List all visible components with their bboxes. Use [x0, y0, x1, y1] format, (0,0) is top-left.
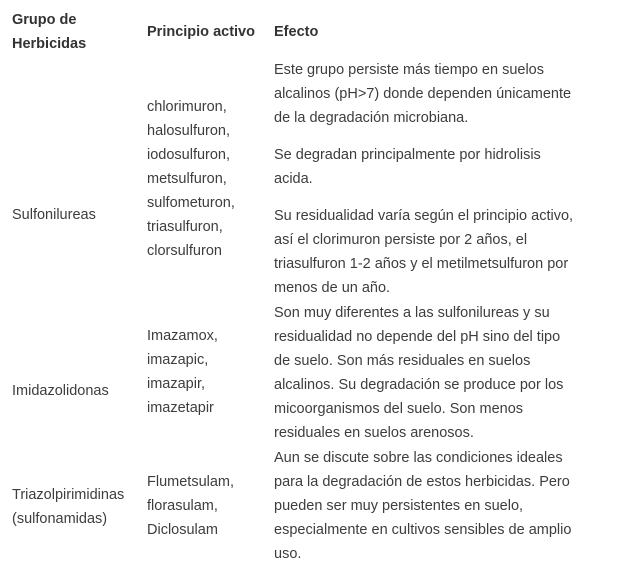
effect-line: Se degradan principalmente por hidrolisis — [274, 147, 541, 163]
header-active: Principio activo — [147, 24, 255, 40]
effect-line: menos de un año. — [274, 280, 391, 296]
active-item: triasulfuron, — [147, 219, 223, 235]
effect-line: Este grupo persiste más tiempo en suelos — [274, 62, 544, 78]
effect-line: Su residualidad varía según el principio activo, — [274, 208, 574, 224]
row1-effect-1 — [274, 58, 571, 130]
header-group-line1: Grupo de — [12, 12, 77, 28]
effect-line: alcalinos (pH>7) donde dependen únicamente — [274, 86, 572, 102]
effect-line: residualidad no depende del pH sino del tipo — [274, 329, 561, 345]
effect-line: Aun se discute sobre las condiciones ideales — [274, 450, 563, 466]
active-item: Flumetsulam, — [147, 474, 235, 490]
active-item: clorsulfuron — [147, 243, 222, 259]
active-item: imazapic, — [147, 352, 209, 368]
row1-actives — [147, 95, 235, 263]
active-item: Diclosulam — [147, 522, 218, 538]
active-item: sulfometuron, — [147, 195, 235, 211]
active-item: iodosulfuron, — [147, 147, 231, 163]
row1-effect-2 — [274, 143, 541, 191]
row2-effect-1 — [274, 301, 563, 445]
effect-line: para la degradación de estos herbicidas. Pero — [274, 474, 570, 490]
effect-line: triasulfuron 1-2 años y el metilmetsulfuron por — [274, 256, 569, 272]
effect-line: de suelo. Son más residuales en suelos — [274, 353, 531, 369]
active-item: florasulam, — [147, 498, 218, 514]
effect-line: especialmente en cultivos sensibles de amplio — [274, 522, 572, 538]
effect-line: uso. — [274, 546, 302, 562]
active-item: imazetapir — [147, 400, 214, 416]
header-effect: Efecto — [274, 24, 319, 40]
row3-actives — [147, 470, 234, 542]
effect-line: de la degradación microbiana. — [274, 110, 469, 126]
group-line: Triazolpirimidinas — [12, 487, 125, 503]
effect-line: residuales en suelos arenosos. — [274, 425, 474, 441]
effect-line: así el clorimuron persiste por 2 años, el — [274, 232, 528, 248]
active-item: chlorimuron, — [147, 99, 227, 115]
group-line: (sulfonamidas) — [12, 511, 108, 527]
active-item: Imazamox, — [147, 328, 218, 344]
header-group-line2: Herbicidas — [12, 36, 87, 52]
active-item: imazapir, — [147, 376, 206, 392]
effect-line: micoorganismos del suelo. Son menos — [274, 401, 524, 417]
row1-effect-3 — [274, 204, 573, 300]
active-item: halosulfuron, — [147, 123, 231, 139]
row2-group: Imidazolidonas — [12, 383, 109, 399]
effect-line: pueden ser muy persistentes en suelo, — [274, 498, 524, 514]
active-item: metsulfuron, — [147, 171, 227, 187]
effect-line: alcalinos. Su degradación se produce por los — [274, 377, 564, 393]
row2-actives — [147, 324, 218, 420]
effect-line: Son muy diferentes a las sulfonilureas y su — [274, 305, 550, 321]
row3-effect-1 — [274, 446, 571, 566]
row3-group — [12, 483, 124, 531]
row1-group: Sulfonilureas — [12, 207, 96, 223]
header-group — [12, 8, 86, 56]
effect-line: acida. — [274, 171, 313, 187]
